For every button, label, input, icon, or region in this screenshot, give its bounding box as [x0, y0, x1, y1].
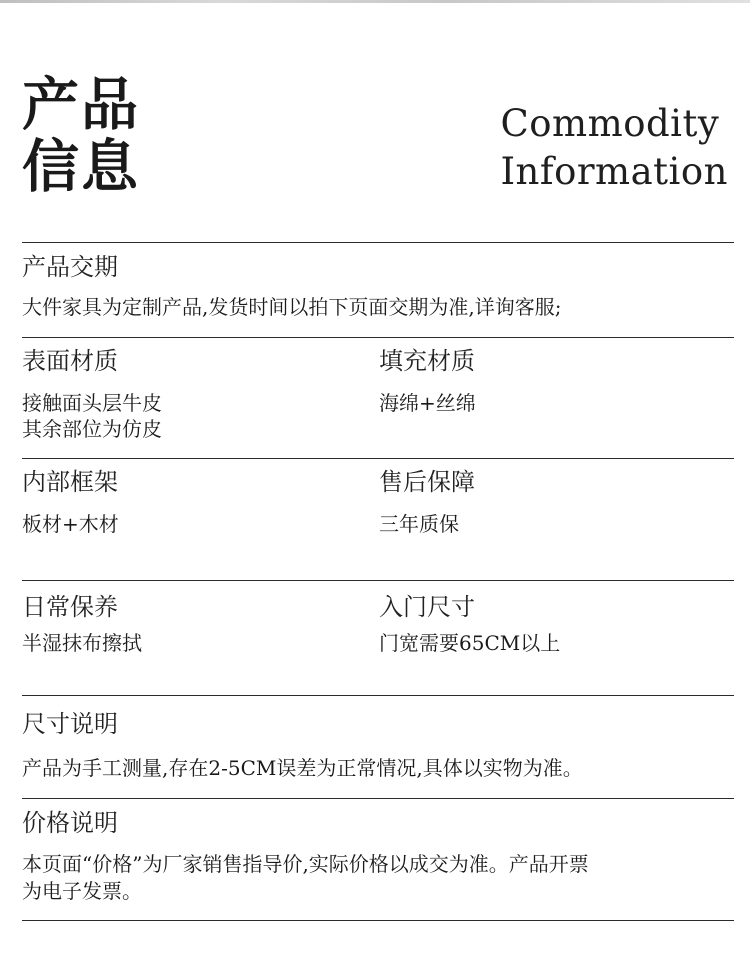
surface-material-label: 表面材质 — [22, 347, 118, 375]
divider — [22, 458, 734, 459]
divider — [22, 242, 734, 243]
surface-material-value-line2: 其余部位为仿皮 — [22, 417, 162, 441]
after-sales-label: 售后保障 — [379, 468, 475, 496]
page-title-en-line1: Commodity — [500, 102, 720, 145]
size-note-value: 产品为手工测量,存在2-5CM误差为正常情况,具体以实物为准。 — [22, 756, 583, 780]
daily-care-value: 半湿抹布擦拭 — [22, 631, 142, 655]
inner-frame-label: 内部框架 — [22, 468, 118, 496]
page-title-cn-line1: 产品 — [22, 71, 140, 138]
price-note-value-line2: 为电子发票。 — [22, 879, 142, 903]
daily-care-label: 日常保养 — [22, 593, 118, 621]
inner-frame-value: 板材+木材 — [22, 512, 119, 536]
page-title-cn — [22, 71, 140, 200]
price-note-label: 价格说明 — [22, 809, 118, 837]
divider — [22, 798, 734, 799]
top-decorative-strip — [0, 0, 750, 3]
size-note-label: 尺寸说明 — [22, 710, 118, 738]
divider — [22, 580, 734, 581]
divider — [22, 695, 734, 696]
price-note-value-line1: 本页面“价格”为厂家销售指导价,实际价格以成交为准。产品开票 — [22, 852, 589, 876]
divider — [22, 920, 734, 921]
surface-material-value-line1: 接触面头层牛皮 — [22, 391, 162, 415]
entrance-size-value: 门宽需要65CM以上 — [379, 631, 561, 655]
delivery-label: 产品交期 — [22, 253, 118, 281]
delivery-value: 大件家具为定制产品,发货时间以拍下页面交期为准,详询客服; — [22, 295, 562, 319]
after-sales-value: 三年质保 — [379, 512, 459, 536]
page-title-en-line2: Information — [500, 150, 728, 193]
entrance-size-label: 入门尺寸 — [379, 593, 475, 621]
filling-material-value: 海绵+丝绵 — [379, 391, 476, 415]
filling-material-label: 填充材质 — [379, 347, 475, 375]
page-title-en — [500, 100, 728, 196]
page-title-cn-line2: 信息 — [22, 133, 140, 200]
divider — [22, 337, 734, 338]
